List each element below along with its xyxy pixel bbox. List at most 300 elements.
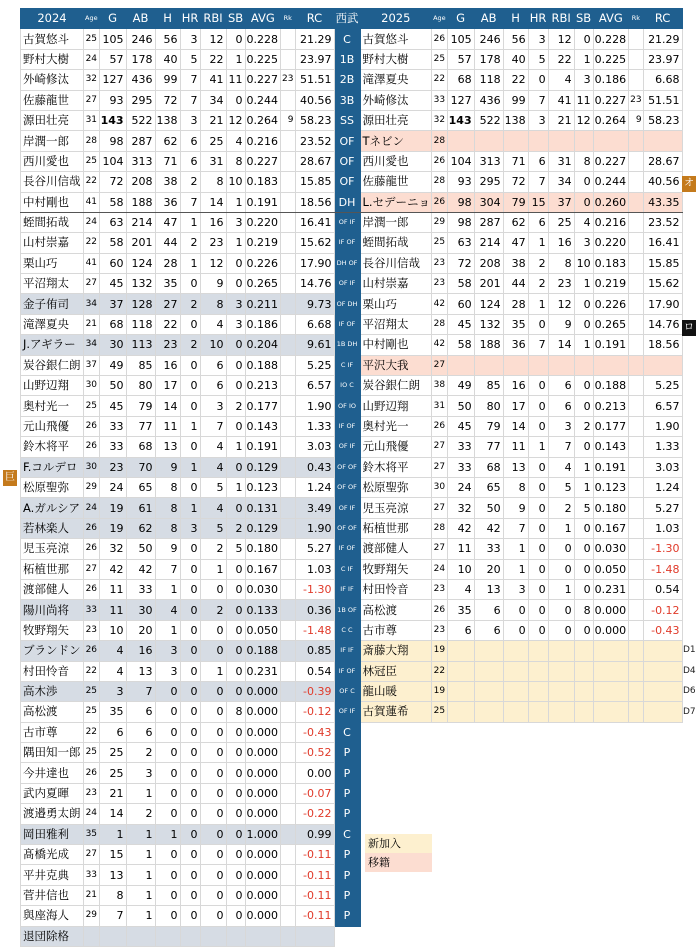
header-g: G — [99, 9, 126, 29]
left-age: 27 — [84, 845, 100, 865]
left-age: 26 — [84, 641, 100, 661]
empty-cell — [548, 865, 574, 885]
right-name: 平沢大我 — [360, 355, 432, 375]
left-name: 奥村光一 — [21, 396, 84, 416]
left-avg: 0.177 — [245, 396, 281, 416]
left-avg: 0.183 — [245, 172, 281, 192]
left-rbi: 12 — [200, 253, 226, 273]
left-hr: 0 — [180, 702, 200, 722]
left-rbi: 23 — [200, 233, 226, 253]
right-g — [447, 661, 474, 681]
right-h: 38 — [503, 253, 528, 273]
left-rbi: 25 — [200, 131, 226, 151]
left-ab: 522 — [126, 110, 155, 130]
left-rbi: 5 — [200, 477, 226, 497]
position-label: IF — [340, 646, 346, 655]
position-label: P — [343, 807, 351, 821]
position-label-2: IF — [348, 585, 354, 594]
empty-cell — [360, 743, 432, 763]
left-avg: 0.191 — [245, 437, 281, 457]
left-age: 35 — [84, 824, 100, 844]
left-hr: 0 — [180, 906, 200, 926]
right-avg — [593, 661, 629, 681]
left-sb: 0 — [226, 783, 245, 803]
empty-cell — [360, 926, 432, 946]
left-name: 外崎修汰 — [21, 70, 84, 90]
right-avg: 0.227 — [593, 90, 629, 110]
empty-cell — [447, 824, 474, 844]
left-rbi: 4 — [200, 314, 226, 334]
empty-cell — [574, 926, 593, 946]
right-age: 30 — [432, 477, 448, 497]
right-rk — [629, 396, 643, 416]
player-row — [21, 110, 683, 130]
right-sb: 1 — [574, 477, 593, 497]
right-rk — [629, 49, 643, 69]
right-rc — [643, 641, 682, 661]
empty-cell — [574, 885, 593, 905]
empty-cell — [503, 865, 528, 885]
left-h: 99 — [155, 70, 180, 90]
position-label: IF — [338, 422, 345, 430]
left-ab: 436 — [126, 70, 155, 90]
left-sb: 0 — [226, 600, 245, 620]
left-rc: -0.07 — [295, 783, 334, 803]
right-rbi — [548, 641, 574, 661]
position-label-2: OF — [346, 666, 356, 675]
left-sb: 0 — [226, 376, 245, 396]
left-rc — [295, 926, 334, 946]
left-avg: 0.133 — [245, 600, 281, 620]
right-h — [503, 661, 528, 681]
right-rc: 18.56 — [643, 335, 682, 355]
right-h: 14 — [503, 416, 528, 436]
header-r-age: Age — [432, 9, 448, 29]
left-rk — [281, 579, 295, 599]
left-hr: 7 — [180, 70, 200, 90]
left-rc: 58.23 — [295, 110, 334, 130]
right-rbi: 6 — [548, 396, 574, 416]
right-h: 0 — [503, 620, 528, 640]
left-rbi: 12 — [200, 29, 226, 49]
left-rbi: 0 — [200, 906, 226, 926]
player-row — [21, 294, 683, 314]
right-ab: 13 — [474, 579, 503, 599]
right-sb: 0 — [574, 29, 593, 49]
left-rbi: 10 — [200, 335, 226, 355]
header-hr: HR — [180, 9, 200, 29]
right-rk — [629, 437, 643, 457]
right-rk — [629, 233, 643, 253]
right-name: 長谷川信哉 — [360, 253, 432, 273]
empty-cell — [360, 763, 432, 783]
right-avg: 0.260 — [593, 192, 629, 212]
left-name: 西川愛也 — [21, 151, 84, 171]
left-rbi: 8 — [200, 172, 226, 192]
right-rk — [629, 335, 643, 355]
right-sb: 1 — [574, 335, 593, 355]
right-hr — [528, 702, 548, 722]
left-avg — [245, 926, 281, 946]
left-name: 陽川尚将 — [21, 600, 84, 620]
right-h: 1 — [503, 559, 528, 579]
right-ab: 68 — [474, 457, 503, 477]
right-ab: 6 — [474, 620, 503, 640]
right-sb — [574, 131, 593, 151]
left-rk — [281, 416, 295, 436]
right-hr: 0 — [528, 579, 548, 599]
left-age: 25 — [84, 681, 100, 701]
right-rk — [629, 477, 643, 497]
left-g: 1 — [99, 824, 126, 844]
left-hr: 0 — [180, 477, 200, 497]
right-h: 9 — [503, 498, 528, 518]
right-avg: 0.231 — [593, 579, 629, 599]
left-avg: 0.228 — [245, 29, 281, 49]
right-rc: -0.43 — [643, 620, 682, 640]
left-sb: 3 — [226, 212, 245, 232]
empty-cell — [432, 845, 448, 865]
left-g: 35 — [99, 702, 126, 722]
player-row — [21, 151, 683, 171]
left-hr: 5 — [180, 49, 200, 69]
position-cell — [334, 559, 360, 579]
player-row — [21, 253, 683, 273]
position-cell — [334, 579, 360, 599]
header-r-rk: Rk — [629, 9, 643, 29]
right-rbi: 34 — [548, 172, 574, 192]
left-hr: 0 — [180, 865, 200, 885]
position-cell — [334, 539, 360, 559]
right-hr: 15 — [528, 192, 548, 212]
left-ab: 313 — [126, 151, 155, 171]
left-avg: 0.219 — [245, 233, 281, 253]
left-g: 11 — [99, 600, 126, 620]
position-cell — [334, 743, 360, 763]
left-name: 長谷川信哉 — [21, 172, 84, 192]
left-name: 若林楽人 — [21, 518, 84, 538]
right-rc: 43.35 — [643, 192, 682, 212]
left-g: 33 — [99, 416, 126, 436]
left-g: 3 — [99, 681, 126, 701]
left-rc: -0.39 — [295, 681, 334, 701]
right-age: 23 — [432, 253, 448, 273]
left-hr: 7 — [180, 192, 200, 212]
left-name: 佐藤龍世 — [21, 90, 84, 110]
right-rc: 0.54 — [643, 579, 682, 599]
position-cell — [334, 376, 360, 396]
left-rk — [281, 783, 295, 803]
right-rc: 40.56 — [643, 172, 682, 192]
right-sb: 0 — [574, 396, 593, 416]
left-h: 0 — [155, 763, 180, 783]
right-sb: 5 — [574, 498, 593, 518]
left-name: 渡部健人 — [21, 579, 84, 599]
right-rbi — [548, 355, 574, 375]
right-hr — [528, 641, 548, 661]
right-ab — [474, 355, 503, 375]
left-rc: -0.11 — [295, 906, 334, 926]
left-ab: 6 — [126, 702, 155, 722]
left-hr — [180, 926, 200, 946]
left-h: 0 — [155, 702, 180, 722]
left-age: 24 — [84, 212, 100, 232]
player-row — [21, 559, 683, 579]
left-rc: 6.68 — [295, 314, 334, 334]
left-name: 退団除格 — [21, 926, 84, 946]
left-age: 27 — [84, 559, 100, 579]
left-age: 37 — [84, 355, 100, 375]
right-avg: 0.264 — [593, 110, 629, 130]
left-rbi: 4 — [200, 457, 226, 477]
empty-cell — [474, 885, 503, 905]
left-age: 23 — [84, 620, 100, 640]
right-rbi: 31 — [548, 151, 574, 171]
position-label-2: C — [348, 625, 353, 634]
empty-cell — [574, 865, 593, 885]
right-hr — [528, 355, 548, 375]
left-avg: 0.000 — [245, 845, 281, 865]
player-row — [21, 681, 683, 701]
right-sb: 8 — [574, 600, 593, 620]
right-name: 外崎修汰 — [360, 90, 432, 110]
empty-cell — [474, 824, 503, 844]
right-g: 93 — [447, 172, 474, 192]
right-ab — [474, 661, 503, 681]
position-cell — [334, 314, 360, 334]
position-cell — [334, 457, 360, 477]
right-rbi: 7 — [548, 437, 574, 457]
left-rk — [281, 641, 295, 661]
left-ab: 61 — [126, 498, 155, 518]
left-avg: 0.000 — [245, 865, 281, 885]
right-rk — [629, 641, 643, 661]
left-sb: 0 — [226, 253, 245, 273]
left-g: 25 — [99, 743, 126, 763]
position-label: C — [341, 625, 346, 634]
left-ab: 2 — [126, 743, 155, 763]
left-age: 32 — [84, 70, 100, 90]
left-rc: -0.11 — [295, 885, 334, 905]
position-cell — [334, 274, 360, 294]
left-rbi: 0 — [200, 824, 226, 844]
team-marker-right-2: ロ — [682, 320, 696, 336]
right-rbi: 22 — [548, 49, 574, 69]
left-sb: 0 — [226, 90, 245, 110]
left-age: 26 — [84, 518, 100, 538]
left-g: 23 — [99, 457, 126, 477]
left-ab: 1 — [126, 783, 155, 803]
player-row — [21, 600, 683, 620]
right-rc: -1.30 — [643, 539, 682, 559]
left-avg: 0.231 — [245, 661, 281, 681]
right-h: 71 — [503, 151, 528, 171]
empty-cell — [503, 783, 528, 803]
empty-cell — [643, 783, 682, 803]
left-hr: 0 — [180, 396, 200, 416]
left-rk — [281, 702, 295, 722]
right-ab: 118 — [474, 70, 503, 90]
empty-cell — [474, 845, 503, 865]
empty-cell — [360, 804, 432, 824]
left-sb: 5 — [226, 539, 245, 559]
right-hr: 3 — [528, 110, 548, 130]
right-hr: 0 — [528, 498, 548, 518]
left-hr: 0 — [180, 376, 200, 396]
left-name: 菅井信也 — [21, 885, 84, 905]
right-age: 29 — [432, 212, 448, 232]
empty-cell — [503, 845, 528, 865]
left-g: 8 — [99, 885, 126, 905]
left-rbi: 0 — [200, 743, 226, 763]
empty-cell — [574, 722, 593, 742]
left-rk — [281, 600, 295, 620]
right-name: 鈴木将平 — [360, 457, 432, 477]
left-rc: 9.73 — [295, 294, 334, 314]
right-ab: 50 — [474, 498, 503, 518]
right-rbi — [548, 702, 574, 722]
right-avg: 0.050 — [593, 559, 629, 579]
right-rk — [629, 620, 643, 640]
right-name: 岸潤一郎 — [360, 212, 432, 232]
left-rc: 1.03 — [295, 559, 334, 579]
left-rc: 28.67 — [295, 151, 334, 171]
left-sb: 3 — [226, 314, 245, 334]
right-ab: 20 — [474, 559, 503, 579]
draft-label: D1 — [683, 645, 696, 656]
left-g: 19 — [99, 498, 126, 518]
left-h: 13 — [155, 437, 180, 457]
right-age: 25 — [432, 702, 448, 722]
right-avg: 0.177 — [593, 416, 629, 436]
left-h: 72 — [155, 90, 180, 110]
right-sb: 1 — [574, 274, 593, 294]
left-sb: 0 — [226, 620, 245, 640]
left-avg: 0.227 — [245, 151, 281, 171]
right-ab: 214 — [474, 233, 503, 253]
left-rk — [281, 804, 295, 824]
left-hr: 0 — [180, 661, 200, 681]
left-h: 0 — [155, 783, 180, 803]
right-rc: 16.41 — [643, 233, 682, 253]
position-label: SS — [340, 114, 354, 128]
left-ab: 16 — [126, 641, 155, 661]
left-age: 24 — [84, 49, 100, 69]
header-r-sb: SB — [574, 9, 593, 29]
player-row — [21, 233, 683, 253]
left-ab: 79 — [126, 396, 155, 416]
left-hr: 0 — [180, 437, 200, 457]
right-age: 32 — [432, 110, 448, 130]
position-cell — [334, 865, 360, 885]
right-name: 児玉亮涼 — [360, 498, 432, 518]
header-avg: AVG — [245, 9, 281, 29]
right-h: 1 — [503, 539, 528, 559]
left-sb: 10 — [226, 172, 245, 192]
left-h: 47 — [155, 212, 180, 232]
left-rk — [281, 49, 295, 69]
right-h: 28 — [503, 294, 528, 314]
right-avg: 0.143 — [593, 437, 629, 457]
left-rk — [281, 274, 295, 294]
right-ab: 6 — [474, 600, 503, 620]
left-h: 14 — [155, 396, 180, 416]
left-ab: 208 — [126, 172, 155, 192]
position-cell — [334, 845, 360, 865]
right-name: 奥村光一 — [360, 416, 432, 436]
left-ab: 132 — [126, 274, 155, 294]
left-ab: 65 — [126, 477, 155, 497]
right-rbi: 21 — [548, 110, 574, 130]
player-row — [21, 212, 683, 232]
position-label-2: OF — [347, 605, 357, 614]
right-avg: 0.225 — [593, 49, 629, 69]
position-label-2: IF — [347, 360, 354, 369]
right-g: 98 — [447, 192, 474, 212]
left-rbi: 7 — [200, 416, 226, 436]
right-ab: 287 — [474, 212, 503, 232]
left-rc: 0.85 — [295, 641, 334, 661]
right-rbi — [548, 131, 574, 151]
left-ab: 62 — [126, 518, 155, 538]
right-sb: 0 — [574, 539, 593, 559]
left-rk — [281, 743, 295, 763]
left-avg: 0.188 — [245, 641, 281, 661]
left-age: 21 — [84, 314, 100, 334]
left-rk — [281, 539, 295, 559]
position-cell — [334, 355, 360, 375]
header-r-rbi: RBI — [548, 9, 574, 29]
empty-cell — [629, 845, 643, 865]
left-rk: 23 — [281, 70, 295, 90]
position-cell — [334, 681, 360, 701]
right-g: 60 — [447, 294, 474, 314]
left-rc: 17.90 — [295, 253, 334, 273]
right-avg: 0.219 — [593, 274, 629, 294]
left-rk — [281, 681, 295, 701]
left-ab: 20 — [126, 620, 155, 640]
right-ab: 132 — [474, 314, 503, 334]
left-rk — [281, 763, 295, 783]
left-ab: 2 — [126, 804, 155, 824]
right-rk — [629, 151, 643, 171]
left-hr: 7 — [180, 90, 200, 110]
position-label: P — [343, 766, 351, 780]
position-label: C — [343, 32, 351, 46]
position-label-2: IF — [349, 503, 356, 512]
left-avg: 0.000 — [245, 783, 281, 803]
right-ab: 201 — [474, 274, 503, 294]
left-avg: 0.000 — [245, 763, 281, 783]
left-ab: 1 — [126, 824, 155, 844]
left-ab: 70 — [126, 457, 155, 477]
empty-cell — [503, 804, 528, 824]
left-g: 143 — [99, 110, 126, 130]
empty-cell — [574, 824, 593, 844]
right-h — [503, 681, 528, 701]
left-h: 22 — [155, 314, 180, 334]
empty-cell — [643, 743, 682, 763]
right-name: 龍山暖 — [360, 681, 432, 701]
left-sb: 0 — [226, 845, 245, 865]
right-rc: -1.48 — [643, 559, 682, 579]
right-ab: 208 — [474, 253, 503, 273]
left-name: 與座海人 — [21, 906, 84, 926]
right-hr: 2 — [528, 253, 548, 273]
right-hr: 1 — [528, 233, 548, 253]
right-rbi: 5 — [548, 477, 574, 497]
position-cell — [334, 722, 360, 742]
